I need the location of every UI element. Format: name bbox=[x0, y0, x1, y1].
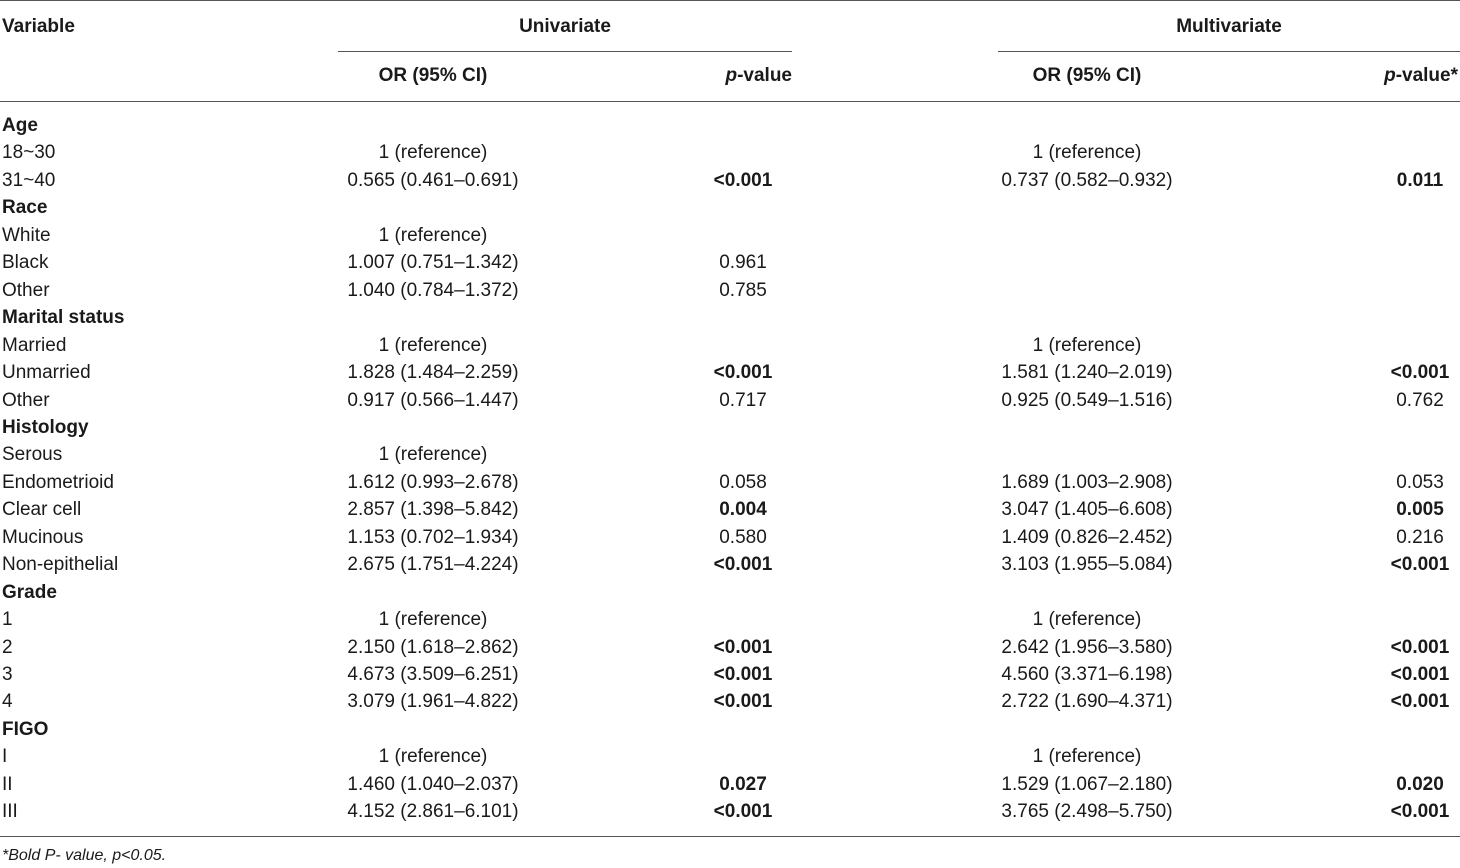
header-univariate: Univariate bbox=[519, 16, 611, 37]
row-label: III bbox=[2, 801, 18, 822]
univariate-or: 4.673 (3.509–6.251) bbox=[347, 664, 519, 685]
univariate-or: 0.565 (0.461–0.691) bbox=[347, 170, 519, 191]
header-univariate-or: OR (95% CI) bbox=[378, 65, 488, 86]
univariate-or: 1 (reference) bbox=[378, 609, 488, 630]
univariate-pvalue: <0.001 bbox=[713, 554, 773, 575]
multivariate-or: 4.560 (3.371–6.198) bbox=[1001, 664, 1173, 685]
univariate-or: 1 (reference) bbox=[378, 746, 488, 767]
univariate-group-rule bbox=[338, 51, 792, 52]
univariate-pvalue: 0.004 bbox=[719, 499, 767, 520]
multivariate-or: 2.722 (1.690–4.371) bbox=[1001, 691, 1173, 712]
multivariate-pvalue: 0.216 bbox=[1396, 527, 1444, 548]
table-footnote: *Bold P- value, p<0.05. bbox=[2, 847, 167, 864]
univariate-or: 0.917 (0.566–1.447) bbox=[347, 390, 519, 411]
univariate-pvalue: <0.001 bbox=[713, 170, 773, 191]
row-label: 18~30 bbox=[2, 142, 56, 163]
row-label: Mucinous bbox=[2, 527, 84, 548]
row-label: I bbox=[2, 746, 8, 767]
pvalue-suffix-star: -value* bbox=[1395, 65, 1458, 86]
multivariate-or: 0.737 (0.582–0.932) bbox=[1001, 170, 1173, 191]
univariate-pvalue: <0.001 bbox=[713, 801, 773, 822]
row-label: Endometrioid bbox=[2, 472, 114, 493]
multivariate-or: 1.581 (1.240–2.019) bbox=[1001, 362, 1173, 383]
multivariate-or: 3.047 (1.405–6.608) bbox=[1001, 499, 1173, 520]
univariate-or: 1 (reference) bbox=[378, 444, 488, 465]
p-italic: p bbox=[1384, 65, 1396, 86]
multivariate-or: 1 (reference) bbox=[1032, 142, 1142, 163]
univariate-or: 1 (reference) bbox=[378, 335, 488, 356]
multivariate-pvalue: 0.011 bbox=[1396, 170, 1444, 191]
table-bottom-rule bbox=[0, 836, 1460, 837]
row-label: Serous bbox=[2, 444, 63, 465]
row-label: Black bbox=[2, 252, 49, 273]
multivariate-or: 1.689 (1.003–2.908) bbox=[1001, 472, 1173, 493]
multivariate-or: 3.103 (1.955–5.084) bbox=[1001, 554, 1173, 575]
univariate-or: 1.828 (1.484–2.259) bbox=[347, 362, 519, 383]
univariate-or: 4.152 (2.861–6.101) bbox=[347, 801, 519, 822]
univariate-pvalue: <0.001 bbox=[713, 362, 773, 383]
univariate-pvalue: <0.001 bbox=[713, 637, 773, 658]
univariate-pvalue: 0.785 bbox=[719, 280, 767, 301]
section-heading: Histology bbox=[2, 417, 89, 438]
multivariate-pvalue: <0.001 bbox=[1390, 801, 1450, 822]
table-top-rule bbox=[0, 0, 1460, 1]
row-label: II bbox=[2, 774, 13, 795]
header-univariate-pvalue bbox=[600, 65, 792, 87]
pvalue-suffix: -value bbox=[737, 65, 792, 86]
univariate-or: 1.153 (0.702–1.934) bbox=[347, 527, 519, 548]
univariate-or: 2.675 (1.751–4.224) bbox=[347, 554, 519, 575]
row-label: Other bbox=[2, 390, 50, 411]
univariate-pvalue: 0.961 bbox=[719, 252, 767, 273]
multivariate-or: 0.925 (0.549–1.516) bbox=[1001, 390, 1173, 411]
row-label: Other bbox=[2, 280, 50, 301]
header-multivariate-pvalue bbox=[1260, 65, 1458, 87]
univariate-or: 3.079 (1.961–4.822) bbox=[347, 691, 519, 712]
p-italic: p bbox=[725, 65, 738, 86]
multivariate-group-rule bbox=[998, 51, 1460, 52]
header-bottom-rule bbox=[0, 101, 1460, 102]
multivariate-or: 1 (reference) bbox=[1032, 746, 1142, 767]
univariate-or: 1.460 (1.040–2.037) bbox=[347, 774, 519, 795]
row-label: 31~40 bbox=[2, 170, 56, 191]
section-heading: Marital status bbox=[2, 307, 125, 328]
multivariate-pvalue: 0.020 bbox=[1396, 774, 1444, 795]
row-label: Non-epithelial bbox=[2, 554, 119, 575]
multivariate-or: 1.529 (1.067–2.180) bbox=[1001, 774, 1173, 795]
row-label: Unmarried bbox=[2, 362, 91, 383]
row-label: 1 bbox=[2, 609, 13, 630]
multivariate-pvalue: 0.053 bbox=[1396, 472, 1444, 493]
multivariate-pvalue: 0.762 bbox=[1396, 390, 1444, 411]
row-label: 2 bbox=[2, 637, 13, 658]
multivariate-pvalue: 0.005 bbox=[1396, 499, 1444, 520]
univariate-or: 1 (reference) bbox=[378, 142, 488, 163]
multivariate-pvalue: <0.001 bbox=[1390, 637, 1450, 658]
section-heading: Grade bbox=[2, 582, 57, 603]
header-multivariate: Multivariate bbox=[1176, 16, 1282, 37]
multivariate-or: 1 (reference) bbox=[1032, 335, 1142, 356]
multivariate-or: 1.409 (0.826–2.452) bbox=[1001, 527, 1173, 548]
univariate-or: 1.612 (0.993–2.678) bbox=[347, 472, 519, 493]
multivariate-pvalue: <0.001 bbox=[1390, 664, 1450, 685]
multivariate-pvalue: <0.001 bbox=[1390, 362, 1450, 383]
multivariate-or: 3.765 (2.498–5.750) bbox=[1001, 801, 1173, 822]
univariate-or: 2.150 (1.618–2.862) bbox=[347, 637, 519, 658]
row-label: Clear cell bbox=[2, 499, 82, 520]
multivariate-pvalue: <0.001 bbox=[1390, 691, 1450, 712]
row-label: White bbox=[2, 225, 51, 246]
row-label: 4 bbox=[2, 691, 13, 712]
multivariate-or: 1 (reference) bbox=[1032, 609, 1142, 630]
row-label: 3 bbox=[2, 664, 13, 685]
univariate-or: 1.040 (0.784–1.372) bbox=[347, 280, 519, 301]
univariate-pvalue: <0.001 bbox=[713, 664, 773, 685]
univariate-or: 1.007 (0.751–1.342) bbox=[347, 252, 519, 273]
header-variable: Variable bbox=[2, 16, 75, 37]
multivariate-or: 2.642 (1.956–3.580) bbox=[1001, 637, 1173, 658]
section-heading: Race bbox=[2, 197, 48, 218]
univariate-pvalue: 0.717 bbox=[719, 390, 767, 411]
univariate-pvalue: <0.001 bbox=[713, 691, 773, 712]
univariate-pvalue: 0.580 bbox=[719, 527, 767, 548]
section-heading: FIGO bbox=[2, 719, 49, 740]
univariate-or: 1 (reference) bbox=[378, 225, 488, 246]
univariate-pvalue: 0.027 bbox=[719, 774, 767, 795]
header-multivariate-or: OR (95% CI) bbox=[1032, 65, 1142, 86]
multivariate-pvalue: <0.001 bbox=[1390, 554, 1450, 575]
univariate-or: 2.857 (1.398–5.842) bbox=[347, 499, 519, 520]
univariate-pvalue: 0.058 bbox=[719, 472, 767, 493]
row-label: Married bbox=[2, 335, 67, 356]
section-heading: Age bbox=[2, 115, 38, 136]
